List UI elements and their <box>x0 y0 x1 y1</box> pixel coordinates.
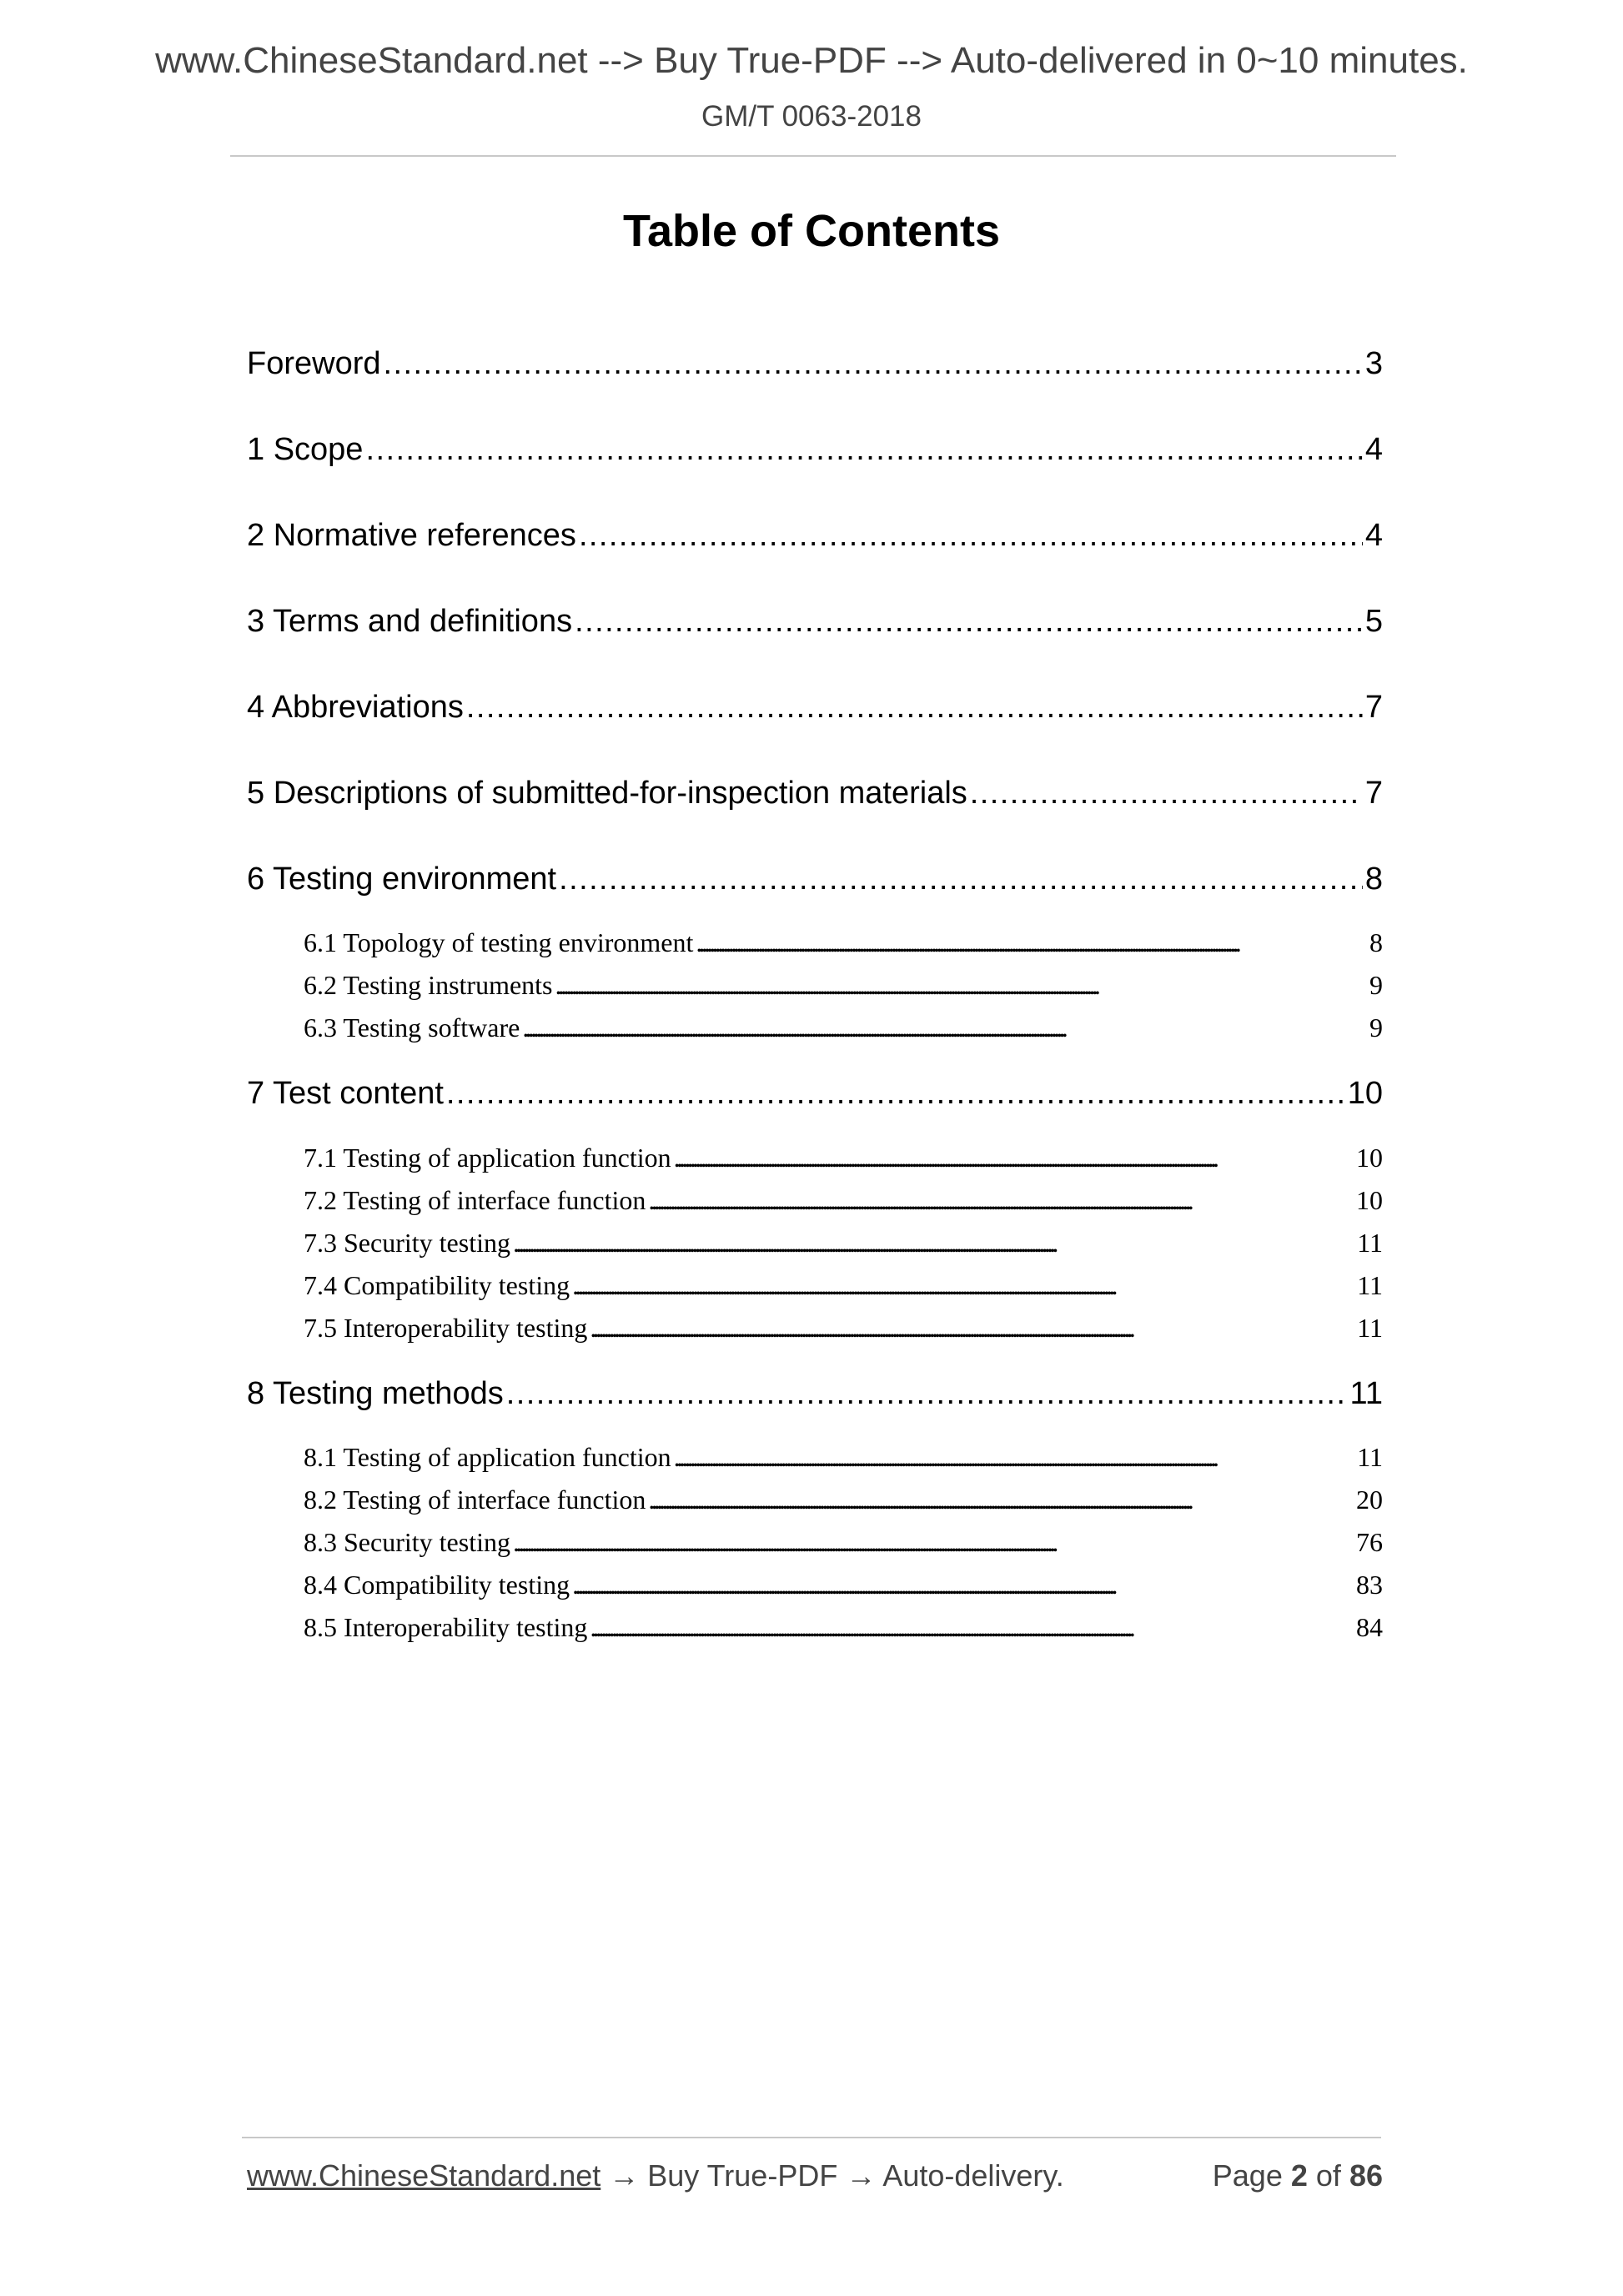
toc-leader <box>365 428 1362 471</box>
toc-entry-label: 6.3 Testing software <box>304 1012 520 1042</box>
toc-subentry[interactable] <box>304 1267 1383 1304</box>
toc-leader <box>674 1139 1354 1176</box>
toc-entry-page: 10 <box>1347 1076 1383 1111</box>
toc-subentry[interactable] <box>304 1481 1383 1518</box>
toc-leader <box>572 1267 1354 1304</box>
toc-subentry[interactable] <box>304 1009 1383 1046</box>
toc-entry-page: 11 <box>1349 1376 1383 1411</box>
page-of-label: of <box>1315 2158 1341 2193</box>
toc-entry-label: 8.5 Interoperability testing <box>304 1612 588 1642</box>
toc-entry-page: 84 <box>1356 1612 1383 1642</box>
toc-leader <box>555 967 1368 1003</box>
toc-subentry[interactable] <box>304 1224 1383 1261</box>
toc-entry-label: 7.1 Testing of application function <box>304 1143 671 1173</box>
toc-entry-label: 6.2 Testing instruments <box>304 970 553 1000</box>
toc-entry-page: 7 <box>1364 776 1383 811</box>
toc-entry-label: 7 Test content <box>247 1076 444 1111</box>
toc-entry[interactable] <box>247 514 1383 557</box>
toc-leader <box>559 857 1363 901</box>
toc-leader <box>506 1372 1348 1415</box>
toc-leader <box>384 342 1363 385</box>
toc-entry-label: 7.3 Security testing <box>304 1228 510 1258</box>
toc-entry-label: 4 Abbreviations <box>247 690 464 725</box>
toc-entry-label: 7.4 Compatibility testing <box>304 1270 570 1300</box>
toc-subentry[interactable] <box>304 1566 1383 1603</box>
toc-entry-page: 5 <box>1364 604 1383 639</box>
toc-entry-page: 11 <box>1357 1313 1383 1343</box>
toc-entry-page: 20 <box>1356 1485 1383 1515</box>
toc-subentry[interactable] <box>304 967 1383 1003</box>
toc-leader <box>513 1524 1354 1560</box>
toc-entry-label: 5 Descriptions of submitted-for-inspection materials <box>247 776 967 811</box>
toc-leader <box>466 686 1363 729</box>
toc-entry-page: 4 <box>1364 518 1383 553</box>
toc-entry-page: 10 <box>1356 1185 1383 1215</box>
toc-leader <box>648 1182 1354 1218</box>
toc-entry-label: 8.4 Compatibility testing <box>304 1570 570 1600</box>
toc-entry[interactable] <box>247 600 1383 643</box>
toc-entry-page: 11 <box>1357 1270 1383 1300</box>
toc-entry-page: 8 <box>1369 927 1383 957</box>
toc-subentry[interactable] <box>304 1139 1383 1176</box>
toc-entry-label: 6 Testing environment <box>247 862 557 897</box>
toc-entry-page: 76 <box>1356 1527 1383 1557</box>
toc-entry[interactable] <box>247 342 1383 385</box>
toc-subentry[interactable] <box>304 1524 1383 1560</box>
toc-entry-page: 83 <box>1356 1570 1383 1600</box>
toc-entry[interactable] <box>247 686 1383 729</box>
toc-entry[interactable] <box>247 1372 1383 1415</box>
toc-entry-label: 6.1 Topology of testing environment <box>304 927 694 957</box>
toc-leader <box>575 600 1363 643</box>
toc-leader <box>446 1072 1345 1115</box>
toc-entry-page: 9 <box>1369 1012 1383 1042</box>
header-banner: www.ChineseStandard.net --> Buy True-PDF --> Auto-delivered in 0~10 minutes. <box>155 40 1468 81</box>
toc-subentry[interactable] <box>304 1439 1383 1475</box>
toc-entry-page: 10 <box>1356 1143 1383 1173</box>
footer-promo <box>247 2158 1064 2193</box>
toc-entry-page: 4 <box>1364 432 1383 467</box>
toc-entry-page: 9 <box>1369 970 1383 1000</box>
toc-entry-label: 8 Testing methods <box>247 1376 504 1411</box>
footer-tagline: → Buy True-PDF → Auto-delivery. <box>600 2158 1064 2193</box>
toc-leader <box>522 1009 1367 1046</box>
page-label: Page <box>1212 2158 1283 2193</box>
page-current: 2 <box>1290 2158 1308 2193</box>
toc-entry[interactable] <box>247 857 1383 901</box>
toc-leader <box>590 1309 1354 1346</box>
toc-entry-page: 8 <box>1364 862 1383 897</box>
toc-entry-label: 1 Scope <box>247 432 364 467</box>
page-footer <box>247 2158 1383 2200</box>
toc-entry-label: 2 Normative references <box>247 518 576 553</box>
toc-entry-page: 11 <box>1357 1228 1383 1258</box>
toc-leader <box>696 924 1367 961</box>
footer-divider <box>242 2137 1381 2138</box>
page-title: Table of Contents <box>623 206 1000 256</box>
toc-entry-label: 8.2 Testing of interface function <box>304 1485 646 1515</box>
toc-leader <box>572 1566 1354 1603</box>
toc-entry-label: 8.3 Security testing <box>304 1527 510 1557</box>
toc-entry[interactable] <box>247 428 1383 471</box>
toc-leader <box>674 1439 1355 1475</box>
toc-entry-label: 7.2 Testing of interface function <box>304 1185 646 1215</box>
toc-entry-label: 8.1 Testing of application function <box>304 1442 671 1472</box>
toc-leader <box>590 1609 1354 1645</box>
page-number <box>1213 2158 1383 2193</box>
toc-entry-label: Foreword <box>247 346 381 381</box>
toc-subentry[interactable] <box>304 1309 1383 1346</box>
toc-entry-page: 7 <box>1364 690 1383 725</box>
toc-subentry[interactable] <box>304 924 1383 961</box>
toc-entry[interactable] <box>247 771 1383 815</box>
toc-leader <box>513 1224 1354 1261</box>
toc-entry[interactable] <box>247 1072 1383 1115</box>
toc-entry-page: 11 <box>1357 1442 1383 1472</box>
toc-subentry[interactable] <box>304 1609 1383 1645</box>
toc-leader <box>970 771 1363 815</box>
footer-website-link[interactable]: www.ChineseStandard.net <box>247 2158 601 2193</box>
toc-entry-label: 7.5 Interoperability testing <box>304 1313 588 1343</box>
page-total: 86 <box>1349 2158 1383 2193</box>
toc-leader <box>579 514 1363 557</box>
toc-entry-label: 3 Terms and definitions <box>247 604 573 639</box>
toc-leader <box>648 1481 1354 1518</box>
toc-subentry[interactable] <box>304 1182 1383 1218</box>
toc-entry-page: 3 <box>1364 346 1383 381</box>
document-code: GM/T 0063-2018 <box>701 100 922 133</box>
